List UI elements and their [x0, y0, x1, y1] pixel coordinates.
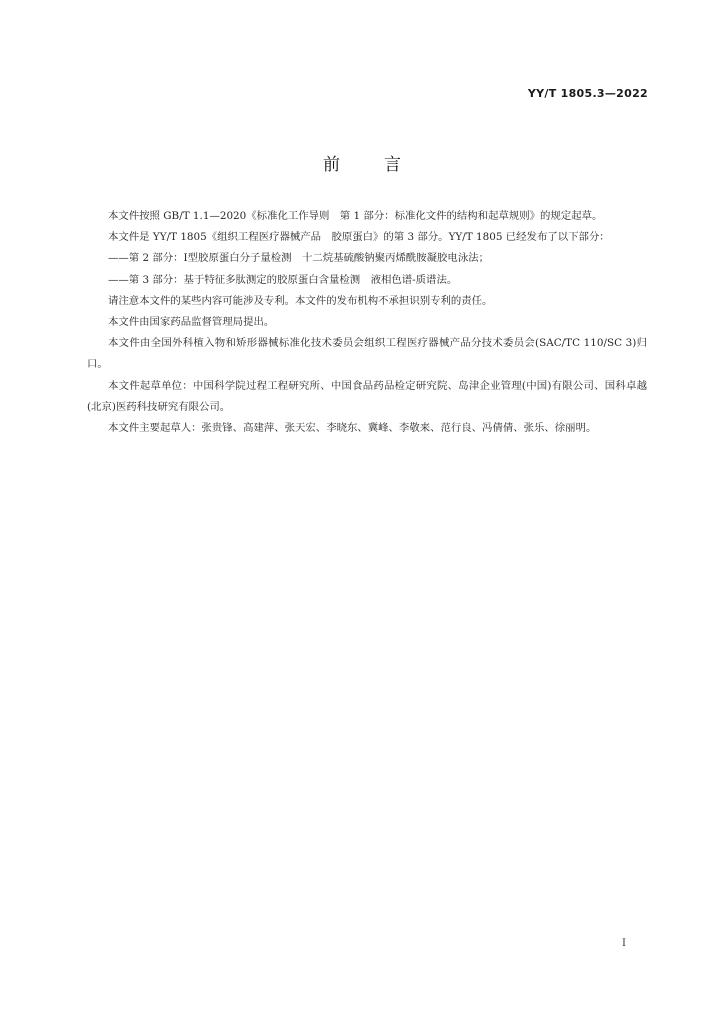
- paragraph-drafters: 本文件主要起草人：张贵锋、高建萍、张天宏、李晓东、冀峰、李敬来、范行良、冯倩倩、张乐、徐丽明。: [108, 422, 597, 435]
- paragraph-drafting-units: 本文件起草单位：中国科学院过程工程研究所、中国食品药品检定研究院、岛津企业管理(中国)有限公司、国科卓越(北京)医药科技研究有限公司。: [87, 379, 647, 413]
- list-item-part-3: ——第 3 部分：基于特征多肽测定的胶原蛋白含量检测 液相色谱-质谱法。: [108, 273, 458, 286]
- list-item-part-2: ——第 2 部分：Ⅰ型胶原蛋白分子量检测 十二烷基硫酸钠聚丙烯酰胺凝胶电泳法；: [108, 252, 489, 265]
- paragraph-technical-committee: 本文件由全国外科植入物和矫形器械标准化技术委员会组织工程医疗器械产品分技术委员会(SAC/TC 110/SC 3)归口。: [87, 337, 647, 371]
- page-title: 前言: [323, 155, 445, 175]
- standard-number: YY/T 1805.3—2022: [527, 87, 648, 100]
- paragraph-drafting-rules: 本文件按照 GB/T 1.1—2020《标准化工作导则 第 1 部分：标准化文件的结构和起草规则》的规定起草。: [108, 210, 603, 222]
- paragraph-proposed-by: 本文件由国家药品监督管理局提出。: [108, 316, 275, 329]
- paragraph-series-parts: 本文件是 YY/T 1805《组织工程医疗器械产品 胶原蛋白》的第 3 部分。YY/T 1805 已经发布了以下部分：: [108, 231, 610, 244]
- foreword-body: [87, 206, 647, 439]
- paragraph-patent-notice: 请注意本文件的某些内容可能涉及专利。本文件的发布机构不承担识别专利的责任。: [108, 294, 493, 307]
- page-number: I: [622, 938, 626, 949]
